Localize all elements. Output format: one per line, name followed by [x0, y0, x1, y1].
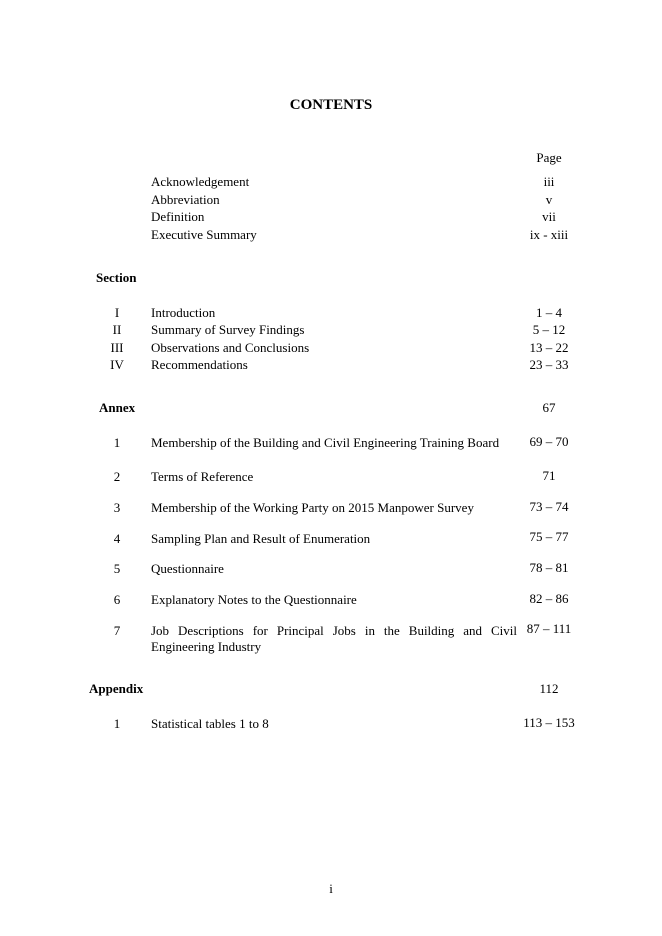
- annex-page: 87 – 111: [526, 621, 572, 636]
- section-number: III: [110, 340, 124, 355]
- annex-number: 4: [113, 531, 121, 546]
- toc-entry-label[interactable]: Acknowledgement: [151, 174, 250, 189]
- section-label[interactable]: Introduction: [151, 305, 216, 320]
- annex-label[interactable]: Membership of the Working Party on 2015 Manpower Survey: [151, 500, 474, 515]
- annex-page: 73 – 74: [529, 499, 569, 514]
- appendix-page: 113 – 153: [523, 715, 575, 730]
- annex-label[interactable]: Sampling Plan and Result of Enumeration: [151, 531, 371, 546]
- toc-entry-label[interactable]: Definition: [151, 209, 205, 224]
- section-page: 1 – 4: [536, 305, 562, 320]
- annex-label[interactable]: Terms of Reference: [151, 469, 254, 484]
- annex-number: 1: [113, 435, 121, 450]
- annex-page: 75 – 77: [529, 529, 569, 544]
- page-number: i: [329, 881, 333, 896]
- annex-heading: Annex: [99, 400, 136, 415]
- section-page: 5 – 12: [532, 322, 566, 337]
- toc-entry-label[interactable]: Executive Summary: [151, 227, 257, 242]
- section-label[interactable]: Recommendations: [151, 357, 248, 372]
- section-number: IV: [110, 357, 124, 372]
- annex-number: 5: [113, 561, 121, 576]
- annex-page: 71: [542, 468, 556, 483]
- page-title: CONTENTS: [289, 97, 373, 113]
- annex-page: 82 – 86: [529, 591, 569, 606]
- toc-entry-page: v: [545, 192, 553, 207]
- appendix-label[interactable]: Statistical tables 1 to 8: [151, 716, 269, 731]
- annex-page: 78 – 81: [529, 560, 569, 575]
- toc-entry-label[interactable]: Abbreviation: [151, 192, 220, 207]
- section-page: 13 – 22: [529, 340, 569, 355]
- annex-label[interactable]: Explanatory Notes to the Questionnaire: [151, 592, 357, 607]
- annex-label[interactable]: Job Descriptions for Principal Jobs in the Building and Civil Engineering Industry: [151, 623, 517, 654]
- section-number: II: [112, 322, 122, 337]
- annex-page: 67: [542, 400, 556, 415]
- section-heading: Section: [96, 270, 137, 285]
- annex-number: 7: [113, 623, 121, 638]
- page-column-header: Page: [536, 150, 562, 165]
- annex-number: 2: [113, 469, 121, 484]
- section-label[interactable]: Summary of Survey Findings: [151, 322, 305, 337]
- annex-label[interactable]: Membership of the Building and Civil Engineering Training Board: [151, 435, 500, 450]
- toc-entry-page: iii: [543, 174, 555, 189]
- toc-entry-page: vii: [542, 209, 556, 224]
- annex-number: 3: [113, 500, 121, 515]
- section-label[interactable]: Observations and Conclusions: [151, 340, 310, 355]
- section-number: I: [114, 305, 120, 320]
- annex-page: 69 – 70: [529, 434, 569, 449]
- annex-label[interactable]: Questionnaire: [151, 561, 224, 576]
- annex-number: 6: [113, 592, 121, 607]
- appendix-page: 112: [539, 681, 559, 696]
- appendix-number: 1: [113, 716, 121, 731]
- appendix-heading: Appendix: [89, 681, 144, 696]
- section-page: 23 – 33: [529, 357, 569, 372]
- toc-entry-page: ix - xiii: [529, 227, 569, 242]
